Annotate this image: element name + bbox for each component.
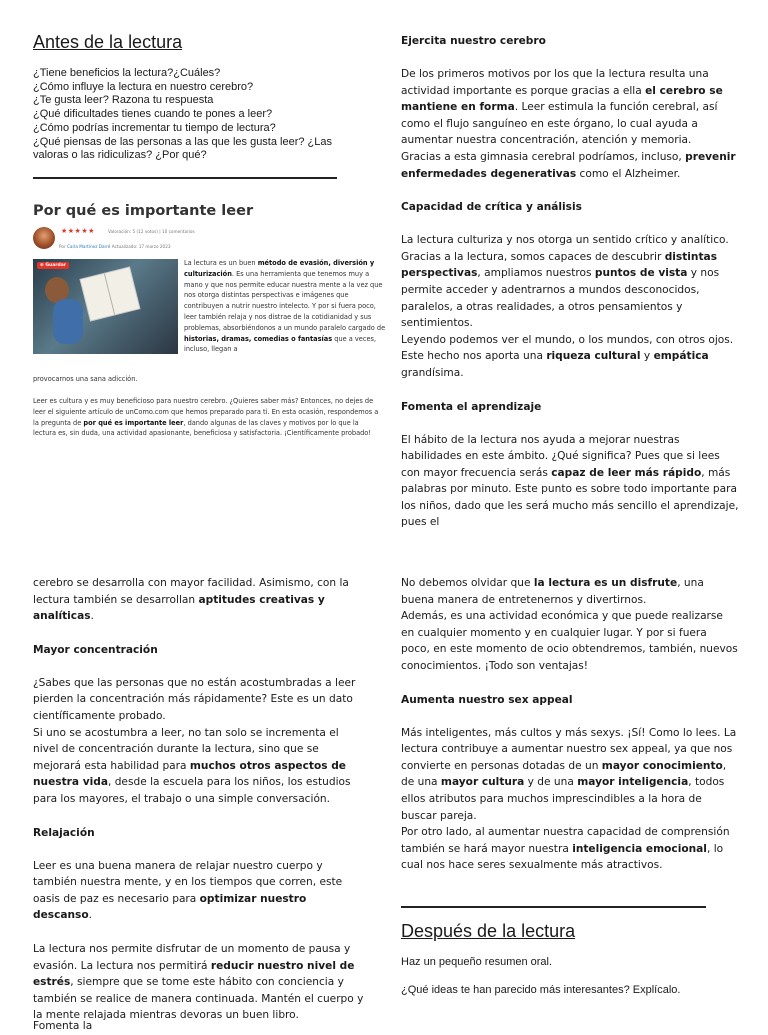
text-run: La lectura culturiza y nos otorga un sentido crítico y analítico. Gracias a la lectura, somos capaces de descubrir xyxy=(401,234,729,263)
divider xyxy=(33,177,337,179)
right-bottom-column xyxy=(401,575,739,874)
text-bold: mayor conocimiento xyxy=(601,759,723,772)
text-run: , de una xyxy=(401,759,727,789)
paragraph xyxy=(33,575,367,625)
section-heading: Capacidad de crítica y análisis xyxy=(401,201,582,214)
text-run: . Es una herramienta que tenemos muy a mano y que nos permite educar nuestra mente a la vez que nos otorga distintas perspectivas e imágenes que contribuyen a nutrir nuestro intelecto. Y por si fuera poco, leer también relaja y nos distrae de la cotidianidad y sus problemas, absorbiéndonos a un mundo paralelo cargado de xyxy=(184,269,386,332)
text-run: No debemos olvidar que xyxy=(401,577,534,589)
save-label: Guardar xyxy=(45,263,66,268)
text-bold: por qué es importante leer xyxy=(83,418,184,427)
cut-off-heading: Fomenta la xyxy=(33,1020,93,1032)
text-run: Leyendo podemos ver el mundo, o los mundos, con otros ojos. Este hecho nos aporta una xyxy=(401,333,734,363)
section-heading: Relajación xyxy=(33,826,95,839)
after-reading-section xyxy=(401,921,739,997)
article-title: Por qué es importante leer xyxy=(33,203,254,219)
text-run: , una buena manera de entretenernos y divertirnos. xyxy=(401,577,704,606)
left-bottom-column xyxy=(33,575,367,1024)
text-bold: muchos otros aspectos de nuestra vida xyxy=(33,759,346,789)
text-run: Más inteligentes, más cultos y más sexys. ¡Sí! Como lo lees. La lectura contribuye a aumentar nuestro sex appeal, ya que nos convierte en personas dotadas de un xyxy=(401,726,737,772)
text-bold: puntos de vista xyxy=(594,267,688,280)
text-run: . Leer estimula la función cerebral, así como el flujo sanguíneo en este órgano, lo cual ayuda a aumentar nuestra concentración, atención y memoria. xyxy=(401,101,718,147)
section-heading: Aumenta nuestro sex appeal xyxy=(401,693,573,706)
text-run: , dando algunas de las claves y motivos por lo que la lectura es, sin duda, una actividad apasionante, beneficiosa y satisfactoria. ¡Científicamente probado! xyxy=(33,418,371,438)
paragraph xyxy=(401,725,739,825)
text-run: Leer es una buena manera de relajar nuestro cuerpo y también nuestra mente, y en los tiempos que corren, este oasis de paz es necesario para xyxy=(33,859,343,905)
author-prefix: Por xyxy=(59,244,67,249)
text-run: Gracias a esta gimnasia cerebral podríamos, incluso, xyxy=(401,150,686,163)
question-item: ¿Cómo podrías incrementar tu tiempo de lectura? xyxy=(33,121,276,134)
text-run: . xyxy=(88,909,93,922)
text-run: , desde la escuela para los niños, los estudios para los mayores, el trabajo o una simple conversación. xyxy=(33,776,351,805)
after-task: Haz un pequeño resumen oral. xyxy=(401,956,553,968)
question-item: ¿Qué piensas de las personas a las que les gusta leer? ¿Las valoras o las ridiculizas? ¿Por qué? xyxy=(33,135,333,162)
before-reading-section xyxy=(33,32,353,163)
text-bold: optimizar nuestro descanso xyxy=(33,892,307,922)
text-bold: historias, dramas, comedias o fantasías xyxy=(184,334,333,343)
text-run: De los primeros motivos por los que la lectura resulta una actividad importante es porque gracias a ella xyxy=(401,68,709,97)
text-run: , más palabras por minuto. Este punto es sobre todo importante para los niños, dado que les será mucho más sencillo el aprendizaje, pues el xyxy=(401,466,739,529)
save-button[interactable] xyxy=(37,262,69,269)
text-run: , lo cual nos hace seres sexualmente más atractivos. xyxy=(401,842,724,872)
question-item: ¿Te gusta leer? Razona tu respuesta xyxy=(33,94,214,107)
text-bold: distintas perspectivas xyxy=(401,250,717,280)
text-run: como el Alzheimer. xyxy=(576,167,681,180)
section-heading: Fomenta el aprendizaje xyxy=(401,400,542,413)
article-snippet xyxy=(33,203,388,463)
text-run: grandísima. xyxy=(401,366,464,379)
text-run: cerebro se desarrolla con mayor facilidad. Asimismo, con la lectura también se desarrollan xyxy=(33,577,349,606)
article-intro-text xyxy=(184,258,388,355)
author-link[interactable]: Carla Martínez Darré xyxy=(67,244,111,249)
text-bold: riqueza cultural xyxy=(546,350,641,363)
question-item: ¿Tiene beneficios la lectura?¿Cuáles? xyxy=(33,67,221,79)
after-task: ¿Qué ideas te han parecido más interesantes? Explícalo. xyxy=(401,983,681,996)
text-run: . xyxy=(90,610,94,623)
paragraph xyxy=(401,432,739,532)
save-icon: ⊕ xyxy=(40,263,44,268)
divider xyxy=(401,906,706,908)
rating-stars: ★★★★★ xyxy=(61,227,95,235)
text-bold: aptitudes creativas y analíticas xyxy=(33,593,325,623)
paragraph xyxy=(33,725,367,808)
text-run: y de una xyxy=(524,776,578,789)
text-run: Leer es cultura y es muy beneficioso para nuestro cerebro. ¿Quieres saber más? Entonces, no dejes de leer el siguiente artículo de unComo.com que hemos preparado para ti. En esta ocasión, respondemos a la pregunta de xyxy=(33,397,379,427)
article-intro-tail: provocarnos una sana adicción. xyxy=(33,375,138,383)
text-bold: reducir nuestro nivel de estrés xyxy=(33,959,355,989)
text-bold: prevenir enfermedades degenerativas xyxy=(401,150,736,180)
paragraph xyxy=(401,824,739,874)
text-run: Si uno se acostumbra a leer, no tan solo se incrementa el nivel de concentración durante la lectura, sino que se mejorará esta habilidad para xyxy=(33,726,339,772)
reader-body xyxy=(53,299,83,344)
paragraph xyxy=(33,941,367,1024)
paragraph xyxy=(401,575,739,608)
text-bold: inteligencia emocional xyxy=(572,842,707,855)
paragraph xyxy=(401,232,739,332)
question-item: ¿Cómo influye la lectura en nuestro cerebro? xyxy=(33,80,254,93)
text-run: , siempre que se tome este hábito con conciencia y también se realice de manera continuada. Mantén el cuerpo y la mente relajada mientras devoras un buen libro. xyxy=(33,976,364,1022)
text-bold: capaz de leer más rápido xyxy=(551,466,702,479)
text-run: Por otro lado, al aumentar nuestra capacidad de comprensión también se hará mayor nuestra xyxy=(401,826,730,855)
text-bold: mayor inteligencia xyxy=(577,776,689,789)
book-image xyxy=(81,268,140,321)
text-run: , todos ellos atributos para muchos imprescindibles a la hora de buscar pareja. xyxy=(401,776,725,822)
after-reading-heading: Después de la lectura xyxy=(401,921,576,941)
text-run: , ampliamos nuestros xyxy=(477,267,595,280)
text-run: La lectura es un buen xyxy=(184,259,258,267)
text-run: La lectura nos permite disfrutar de un momento de pausa y evasión. La lectura nos permitirá xyxy=(33,942,351,972)
rating-text: Valoración: 5 (12 votos) | 10 comentarios xyxy=(108,229,195,234)
text-bold: método de evasión, diversión y culturización xyxy=(184,259,375,278)
text-run: y xyxy=(640,350,654,363)
paragraph: Además, es una actividad económica y que puede realizarse en cualquier momento y en cualquier lugar. Y por si fuera poco, en este momento de ocio obtendremos, también, nuevos conocimientos. ¡Todo son ventajas! xyxy=(401,610,738,672)
text-bold: el cerebro se mantiene en forma xyxy=(401,84,723,114)
article-second-paragraph xyxy=(33,396,383,439)
paragraph: ¿Sabes que las personas que no están acostumbradas a leer pierden la concentración más rápidamente? Este es un dato científicamente probado. xyxy=(33,676,356,722)
paragraph xyxy=(33,858,367,924)
section-heading: Mayor concentración xyxy=(33,643,158,656)
author-avatar xyxy=(33,227,55,249)
before-reading-heading: Antes de la lectura xyxy=(33,32,183,52)
right-top-column xyxy=(401,33,739,531)
paragraph xyxy=(401,66,739,149)
text-bold: la lectura es un disfrute xyxy=(533,577,678,589)
paragraph xyxy=(401,332,739,382)
text-bold: empática xyxy=(653,350,709,363)
text-run: y nos permite acceder y adentrarnos a mundos desconocidos, paralelos, a otras realidades, a otros pensamientos y sentimientos. xyxy=(401,267,720,330)
paragraph xyxy=(401,149,739,182)
text-bold: mayor cultura xyxy=(440,776,525,789)
text-run: El hábito de la lectura nos ayuda a mejorar nuestras habilidades en este ámbito. ¿Qué significa? Pues que si lees con mayor frecuencia serás xyxy=(401,433,720,479)
article-photo xyxy=(33,259,178,354)
question-item: ¿Qué dificultades tienes cuando te pones a leer? xyxy=(33,108,273,121)
author-line xyxy=(59,244,171,249)
updated-date: Actualizado: 17 marzo 2023 xyxy=(111,244,171,249)
section-heading: Ejercita nuestro cerebro xyxy=(401,35,546,47)
question-list xyxy=(33,67,353,163)
text-run: que a veces, incluso, llegan a xyxy=(184,334,377,354)
